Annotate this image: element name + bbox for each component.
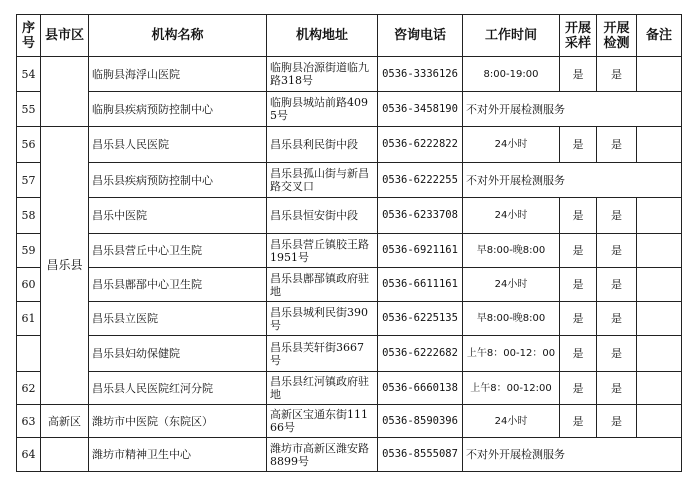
institution-table	[16, 14, 682, 472]
header-address: 机构地址	[267, 15, 378, 57]
table-row	[17, 268, 682, 302]
row-time: 上午8：00-12：00	[463, 336, 560, 372]
row-phone: 0536-6233708	[378, 198, 463, 234]
row-address: 昌乐县恒安街中段	[267, 198, 378, 234]
row-phone: 0536-6660138	[378, 372, 463, 405]
row-time: 8:00-19:00	[463, 57, 560, 92]
row-phone: 0536-6222255	[378, 163, 463, 198]
row-testing: 是	[597, 198, 637, 234]
header-testing: 开展检测	[597, 15, 637, 57]
row-seq: 58	[17, 198, 41, 234]
row-testing: 是	[597, 268, 637, 302]
row-address: 高新区宝通东街11166号	[267, 405, 378, 438]
county-cell	[41, 57, 89, 127]
row-phone: 0536-3336126	[378, 57, 463, 92]
row-seq: 62	[17, 372, 41, 405]
table-row	[17, 438, 682, 472]
row-name: 临朐县海浮山医院	[89, 57, 267, 92]
table-row	[17, 127, 682, 163]
row-address: 昌乐县芙轩街3667号	[267, 336, 378, 372]
row-address: 昌乐县营丘镇胶王路1951号	[267, 234, 378, 268]
header-name: 机构名称	[89, 15, 267, 57]
county-cell: 昌乐县	[41, 127, 89, 405]
table-row	[17, 57, 682, 92]
row-testing: 是	[597, 405, 637, 438]
row-sampling: 是	[560, 268, 597, 302]
row-no-service: 不对外开展检测服务	[463, 92, 682, 127]
row-sampling: 是	[560, 302, 597, 336]
row-address: 昌乐县利民街中段	[267, 127, 378, 163]
row-sampling: 是	[560, 127, 597, 163]
header-row	[17, 15, 682, 57]
table-row	[17, 405, 682, 438]
row-sampling: 是	[560, 198, 597, 234]
row-testing: 是	[597, 127, 637, 163]
row-seq: 56	[17, 127, 41, 163]
table-row	[17, 198, 682, 234]
row-name: 昌乐县疾病预防控制中心	[89, 163, 267, 198]
row-testing: 是	[597, 336, 637, 372]
row-note	[637, 336, 682, 372]
row-time: 24小时	[463, 268, 560, 302]
row-note	[637, 198, 682, 234]
row-name: 昌乐中医院	[89, 198, 267, 234]
row-address: 昌乐县鄌郚镇政府驻地	[267, 268, 378, 302]
row-address: 临朐县冶源街道临九路318号	[267, 57, 378, 92]
row-seq: 60	[17, 268, 41, 302]
row-name: 昌乐县立医院	[89, 302, 267, 336]
row-phone: 0536-6222822	[378, 127, 463, 163]
table-row	[17, 163, 682, 198]
table-row	[17, 92, 682, 127]
row-sampling: 是	[560, 57, 597, 92]
row-testing: 是	[597, 234, 637, 268]
table-row	[17, 372, 682, 405]
row-address: 昌乐县城利民街390号	[267, 302, 378, 336]
row-name: 临朐县疾病预防控制中心	[89, 92, 267, 127]
row-time: 24小时	[463, 198, 560, 234]
row-name: 昌乐县人民医院	[89, 127, 267, 163]
row-phone: 0536-6222682	[378, 336, 463, 372]
table-row	[17, 234, 682, 268]
header-time: 工作时间	[463, 15, 560, 57]
row-seq: 57	[17, 163, 41, 198]
row-no-service: 不对外开展检测服务	[463, 438, 682, 472]
row-time: 早8:00-晚8:00	[463, 302, 560, 336]
row-seq: 54	[17, 57, 41, 92]
row-name: 潍坊市精神卫生中心	[89, 438, 267, 472]
county-cell	[41, 438, 89, 472]
row-name: 昌乐县妇幼保健院	[89, 336, 267, 372]
header-seq: 序号	[17, 15, 41, 57]
row-time: 24小时	[463, 405, 560, 438]
row-seq: 61	[17, 302, 41, 336]
row-note	[637, 57, 682, 92]
row-name: 昌乐县营丘中心卫生院	[89, 234, 267, 268]
table-row	[17, 302, 682, 336]
row-no-service: 不对外开展检测服务	[463, 163, 682, 198]
row-seq	[17, 336, 41, 372]
row-address: 昌乐县红河镇政府驻地	[267, 372, 378, 405]
row-name: 潍坊市中医院（东院区）	[89, 405, 267, 438]
row-phone: 0536-8555087	[378, 438, 463, 472]
row-sampling: 是	[560, 372, 597, 405]
row-note	[637, 302, 682, 336]
row-time: 24小时	[463, 127, 560, 163]
row-sampling: 是	[560, 234, 597, 268]
row-time: 早8:00-晚8:00	[463, 234, 560, 268]
row-address: 潍坊市高新区潍安路8899号	[267, 438, 378, 472]
header-county: 县市区	[41, 15, 89, 57]
row-note	[637, 127, 682, 163]
row-phone: 0536-3458190	[378, 92, 463, 127]
header-phone: 咨询电话	[378, 15, 463, 57]
row-seq: 63	[17, 405, 41, 438]
row-address: 昌乐县孤山街与新昌路交叉口	[267, 163, 378, 198]
row-time: 上午8：00-12:00	[463, 372, 560, 405]
row-phone: 0536-6611161	[378, 268, 463, 302]
row-testing: 是	[597, 302, 637, 336]
row-note	[637, 268, 682, 302]
header-sampling: 开展采样	[560, 15, 597, 57]
header-note: 备注	[637, 15, 682, 57]
row-sampling: 是	[560, 336, 597, 372]
row-note	[637, 405, 682, 438]
row-testing: 是	[597, 372, 637, 405]
row-name: 昌乐县人民医院红河分院	[89, 372, 267, 405]
row-sampling: 是	[560, 405, 597, 438]
row-phone: 0536-6921161	[378, 234, 463, 268]
row-seq: 59	[17, 234, 41, 268]
row-note	[637, 234, 682, 268]
table-row	[17, 336, 682, 372]
row-seq: 55	[17, 92, 41, 127]
county-cell: 高新区	[41, 405, 89, 438]
row-name: 昌乐县鄌郚中心卫生院	[89, 268, 267, 302]
row-seq: 64	[17, 438, 41, 472]
row-phone: 0536-8590396	[378, 405, 463, 438]
row-testing: 是	[597, 57, 637, 92]
row-address: 临朐县城站前路4095号	[267, 92, 378, 127]
row-phone: 0536-6225135	[378, 302, 463, 336]
row-note	[637, 372, 682, 405]
